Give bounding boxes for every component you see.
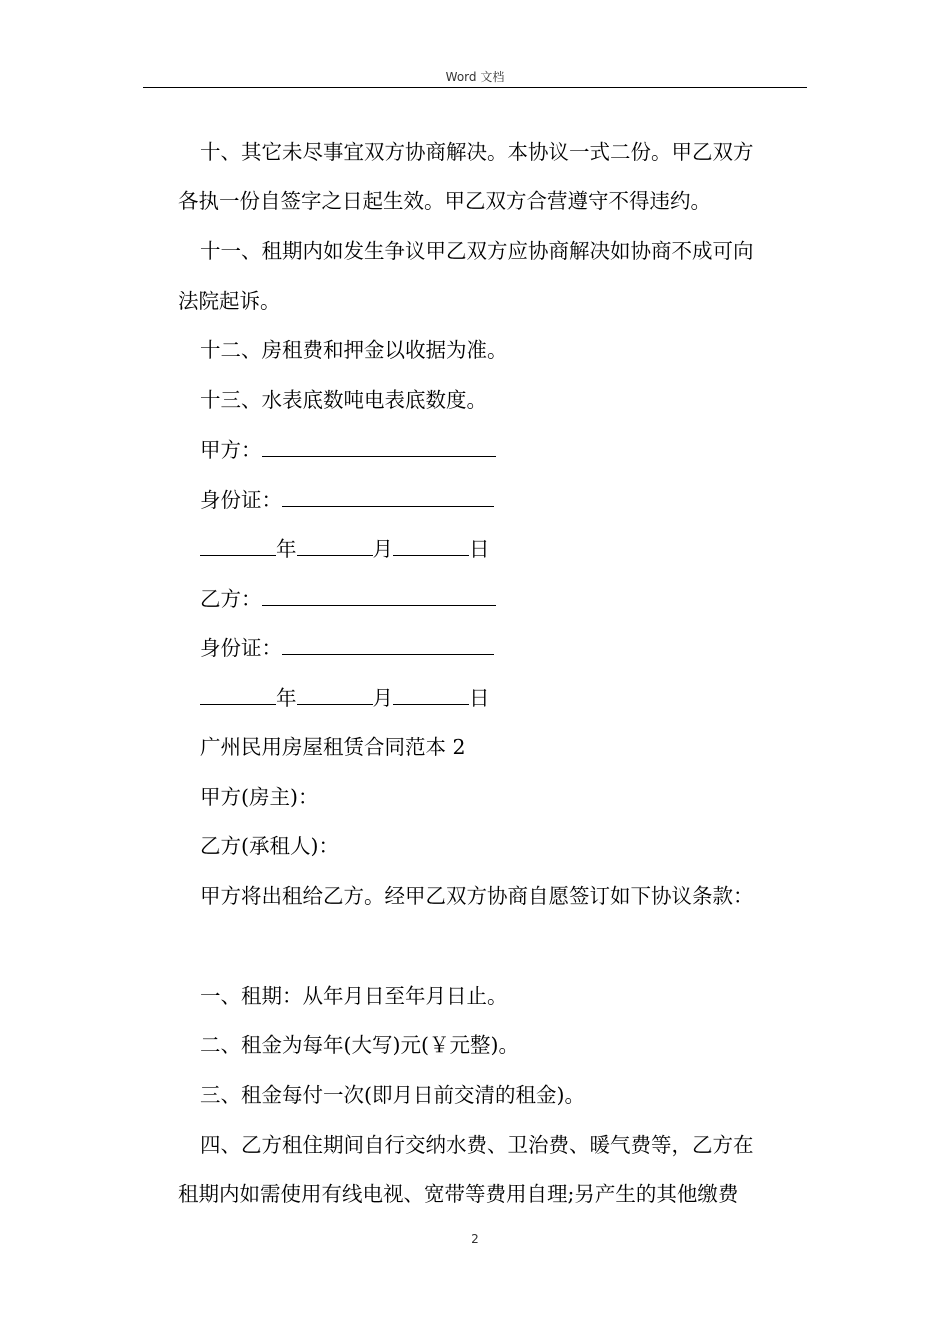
day-blank — [393, 684, 469, 705]
party-b-label: 乙方： — [200, 587, 262, 611]
paragraph-line: 甲方(房主)： — [200, 785, 319, 809]
party-a-blank — [262, 436, 496, 457]
signature-id-a — [200, 486, 494, 513]
party-b-blank — [262, 585, 496, 606]
signature-date-a — [200, 535, 490, 562]
party-a-label: 甲方： — [200, 438, 262, 462]
paragraph-line: 法院起诉。 — [178, 289, 281, 313]
month-label: 月 — [372, 686, 393, 710]
header-divider — [143, 87, 807, 88]
id-a-label: 身份证： — [200, 488, 282, 512]
paragraph-line: 各执一份自签字之日起生效。甲乙双方合营遵守不得违约。 — [178, 189, 711, 213]
id-a-blank — [282, 486, 494, 507]
paragraph-line: 十二、房租费和押金以收据为准。 — [200, 338, 508, 362]
paragraph-line: 三、租金每付一次(即月日前交清的租金)。 — [200, 1083, 585, 1107]
paragraph-line: 四、乙方租住期间自行交纳水费、卫治费、暖气费等，乙方在 — [200, 1133, 754, 1157]
signature-party-a — [200, 436, 496, 463]
id-b-blank — [282, 634, 494, 655]
year-label: 年 — [276, 686, 297, 710]
signature-date-b — [200, 684, 490, 711]
year-blank — [200, 684, 276, 705]
paragraph-line: 甲方将出租给乙方。经甲乙双方协商自愿签订如下协议条款： — [200, 884, 754, 908]
header-title: Word 文档 — [445, 70, 505, 84]
day-label: 日 — [469, 537, 490, 561]
day-blank — [393, 535, 469, 556]
paragraph-line: 十一、租期内如发生争议甲乙双方应协商解决如协商不成可向 — [200, 239, 754, 263]
month-blank — [297, 684, 373, 705]
paragraph-line: 租期内如需使用有线电视、宽带等费用自理;另产生的其他缴费 — [178, 1182, 739, 1206]
paragraph-line: 十三、水表底数吨电表底数度。 — [200, 388, 487, 412]
signature-id-b — [200, 634, 494, 661]
id-b-label: 身份证： — [200, 636, 282, 660]
paragraph-line: 一、租期：从年月日至年月日止。 — [200, 984, 508, 1008]
month-label: 月 — [372, 537, 393, 561]
signature-party-b — [200, 585, 496, 612]
page-number: 2 — [471, 1232, 479, 1246]
paragraph-line: 十、其它未尽事宜双方协商解决。本协议一式二份。甲乙双方 — [200, 140, 754, 164]
day-label: 日 — [469, 686, 490, 710]
paragraph-line: 二、租金为每年(大写)元(￥元整)。 — [200, 1033, 519, 1057]
paragraph-line: 乙方(承租人)： — [200, 834, 339, 858]
year-blank — [200, 535, 276, 556]
year-label: 年 — [276, 537, 297, 561]
section-title: 广州民用房屋租赁合同范本 2 — [200, 735, 466, 759]
month-blank — [297, 535, 373, 556]
